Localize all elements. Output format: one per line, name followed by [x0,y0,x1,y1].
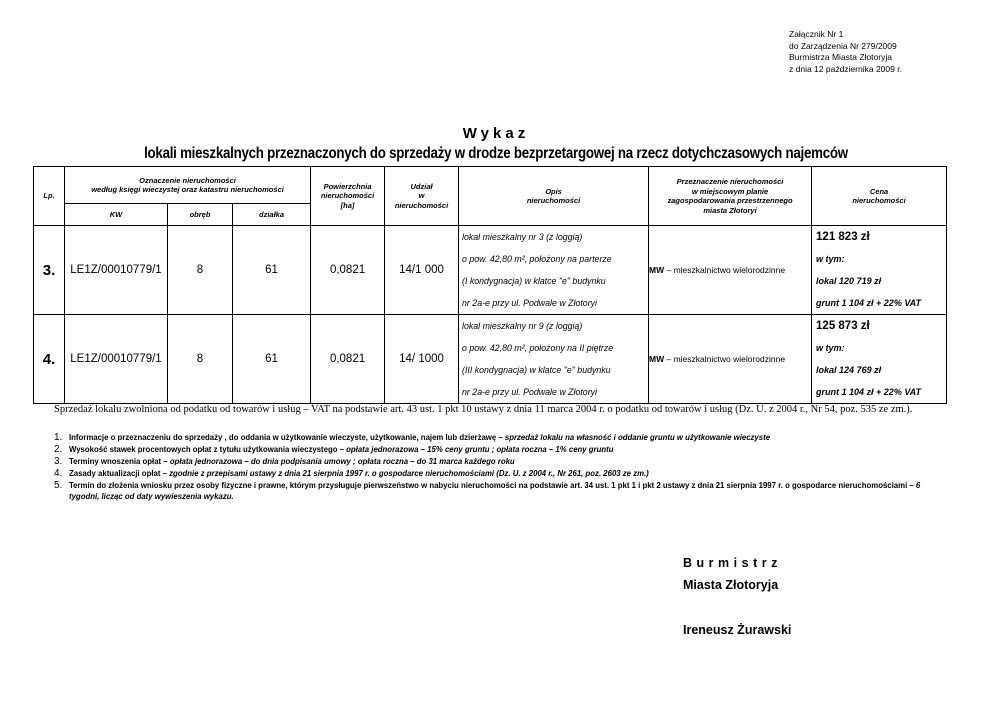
note-emphasis: opłata jednorazowa – 15% ceny gruntu ; opłata roczna – 1% ceny gruntu [346,445,614,454]
row-lp: 3. [34,226,65,315]
opis-line: lokal mieszkalny nr 9 (z loggią) [462,321,583,331]
table-row [34,315,947,404]
cena-line: grunt 1 104 zł + 22% VAT [816,298,921,308]
row-kw: LE1Z/00010779/1 [65,315,168,404]
row-cena [812,315,947,404]
opis-line: nr 2a-e przy ul. Podwale w Złotoryi [462,298,597,308]
opis-line: (III kondygnacja) w klatce "e" budynku [462,365,611,375]
header-opis [459,167,649,226]
row-opis [459,226,649,315]
header-obreb: obręb [168,204,233,226]
header-przeznaczenie-line3: zagospodarowania przestrzennego [667,196,793,205]
table-row [34,226,947,315]
list-item [54,432,944,443]
row-powierzchnia: 0,0821 [311,315,385,404]
attachment-reference [789,29,902,75]
note-emphasis: opłata jednorazowa – do dnia podpisania umowy ; opłata roczna – do 31 marca każdego roku [169,457,515,466]
header-oznaczenie [65,167,311,204]
document-title: Wykaz [462,125,530,142]
header-powierzchnia-line3: [ha] [340,200,355,210]
note-body [69,480,944,502]
row-udzial: 14/1 000 [385,226,459,315]
row-lp: 4. [34,315,65,404]
header-udzial-line1: Udział [410,181,433,191]
header-przeznaczenie-line4: miasta Złotoryi [703,205,757,215]
note-text: Zasady aktualizacji opłat – [69,469,170,478]
header-powierzchnia [311,167,385,226]
header-dzialka: działka [233,204,311,226]
notes-list [54,432,944,503]
header-udzial-line2: w [418,191,425,201]
przeznaczenie-text: – mieszkalnictwo wielorodzinne [664,265,786,275]
header-oznaczenie-line2: według księgi wieczystej oraz katastru nieruchomości [91,185,284,194]
note-body [69,468,649,479]
list-item [54,468,944,479]
header-cena-line2: nieruchomości [852,196,906,205]
note-body [69,432,770,443]
opis-line: lokal mieszkalny nr 3 (z loggią) [462,232,583,242]
header-powierzchnia-line2: nieruchomości [320,191,375,201]
przeznaczenie-text: – mieszkalnictwo wielorodzinne [664,354,786,364]
cena-line: lokal 120 719 zł [816,276,882,286]
note-text: Termin do złożenia wniosku przez osoby fizyczne i prawne, którym przysługuje pierwszeństwo w nabyciu nieruchomości na podstawie art. 34 ust. 1 pkt 1 i pkt 2 ustawy z dnia 21 sierpnia 1997 r. o gospodarce nieruchomościami – [69,481,916,490]
row-obreb: 8 [168,315,233,404]
przeznaczenie-code: MW [649,354,665,364]
przeznaczenie-code: MW [649,265,665,275]
header-kw: KW [65,204,168,226]
opis-line: (I kondygnacja) w klatce "e" budynku [462,276,606,286]
signature-name: Ireneusz Żurawski [683,623,792,637]
note-number: 3. [54,456,63,467]
row-dzialka: 61 [233,226,311,315]
header-przeznaczenie [649,167,812,226]
note-body [69,456,515,467]
opis-line: o pow. 42,80 m², położony na II piętrze [462,343,614,353]
row-udzial: 14/ 1000 [385,315,459,404]
header-przeznaczenie-line2: w miejscowym planie [691,186,769,196]
opis-line: nr 2a-e przy ul. Podwale w Złotoryi [462,387,597,397]
document-subtitle: lokali mieszkalnych przeznaczonych do sprzedaży w drodze bezprzetargowej na rzecz dotychczasowych najemców [144,145,848,162]
row-obreb: 8 [168,226,233,315]
note-number: 2. [54,444,63,455]
cena-total: 121 823 zł [816,231,870,243]
list-item [54,444,944,455]
cena-line: w tym: [816,343,845,353]
note-emphasis: sprzedaż lokalu na własność i oddanie gruntu w użytkowanie wieczyste [504,433,771,442]
note-number: 1. [54,432,63,443]
note-number: 4. [54,468,63,479]
header-przeznaczenie-line1: Przeznaczenie nieruchomości [676,177,784,186]
header-cena-line1: Cena [869,186,889,196]
note-body [69,444,613,455]
cena-total: 125 873 zł [816,320,870,332]
list-item [54,480,944,502]
header-powierzchnia-line1: Powierzchnia [323,181,372,191]
note-emphasis: zgodnie z przepisami ustawy z dnia 21 sierpnia 1997 r. o gospodarce nieruchomościami (Dz. U. z 2004 r., Nr 261, poz. 2603 ze zm.) [169,469,649,478]
opis-line: o pow. 42,80 m², położony na parterze [462,254,612,264]
row-cena [812,226,947,315]
header-cena [812,167,947,226]
row-powierzchnia: 0,0821 [311,226,385,315]
row-opis [459,315,649,404]
header-oznaczenie-line1: Oznaczenie nieruchomości [139,175,236,185]
row-kw: LE1Z/00010779/1 [65,226,168,315]
note-emphasis: 6 tygodni, licząc od daty wywieszenia wykazu. [69,481,921,501]
note-text: Informacje o przeznaczeniu do sprzedaży , do oddania w użytkowanie wieczyste, użytkowanie, najem lub dzierżawę – [69,433,505,442]
attachment-line: Załącznik Nr 1 [789,29,844,39]
header-udzial [385,167,459,226]
signature-title: Burmistrz [683,556,782,570]
note-number: 5. [54,480,63,491]
attachment-line: Burmistrza Miasta Złotoryja [789,52,892,63]
header-lp: Lp. [34,167,65,226]
vat-exemption-note: Sprzedaż lokalu zwolniona od podatku od towarów i usług – VAT na podstawie art. 43 ust. 1 pkt 10 ustawy z dnia 11 marca 2004 r. o podatku od towarów i usług (Dz. U. z 2004 r., Nr 54, poz. 535 ze zm.). [54,404,913,415]
signature-city: Miasta Złotoryja [683,578,779,592]
cena-line: lokal 124 769 zł [816,365,882,375]
header-udzial-line3: nieruchomości [394,200,449,210]
header-opis-line1: Opis [545,186,562,196]
note-text: Terminy wnoszenia opłat – [69,457,170,466]
row-przeznaczenie [649,315,812,404]
row-przeznaczenie [649,226,812,315]
attachment-line: do Zarządzenia Nr 279/2009 [789,40,897,51]
cena-line: w tym: [816,254,845,264]
note-text: Wysokość stawek procentowych opłat z tytułu użytkowania wieczystego – [69,445,347,454]
attachment-line: z dnia 12 października 2009 r. [789,63,902,74]
list-item [54,456,944,467]
cena-line: grunt 1 104 zł + 22% VAT [816,387,921,397]
header-opis-line2: nieruchomości [526,196,581,205]
row-dzialka: 61 [233,315,311,404]
property-table [33,166,947,404]
